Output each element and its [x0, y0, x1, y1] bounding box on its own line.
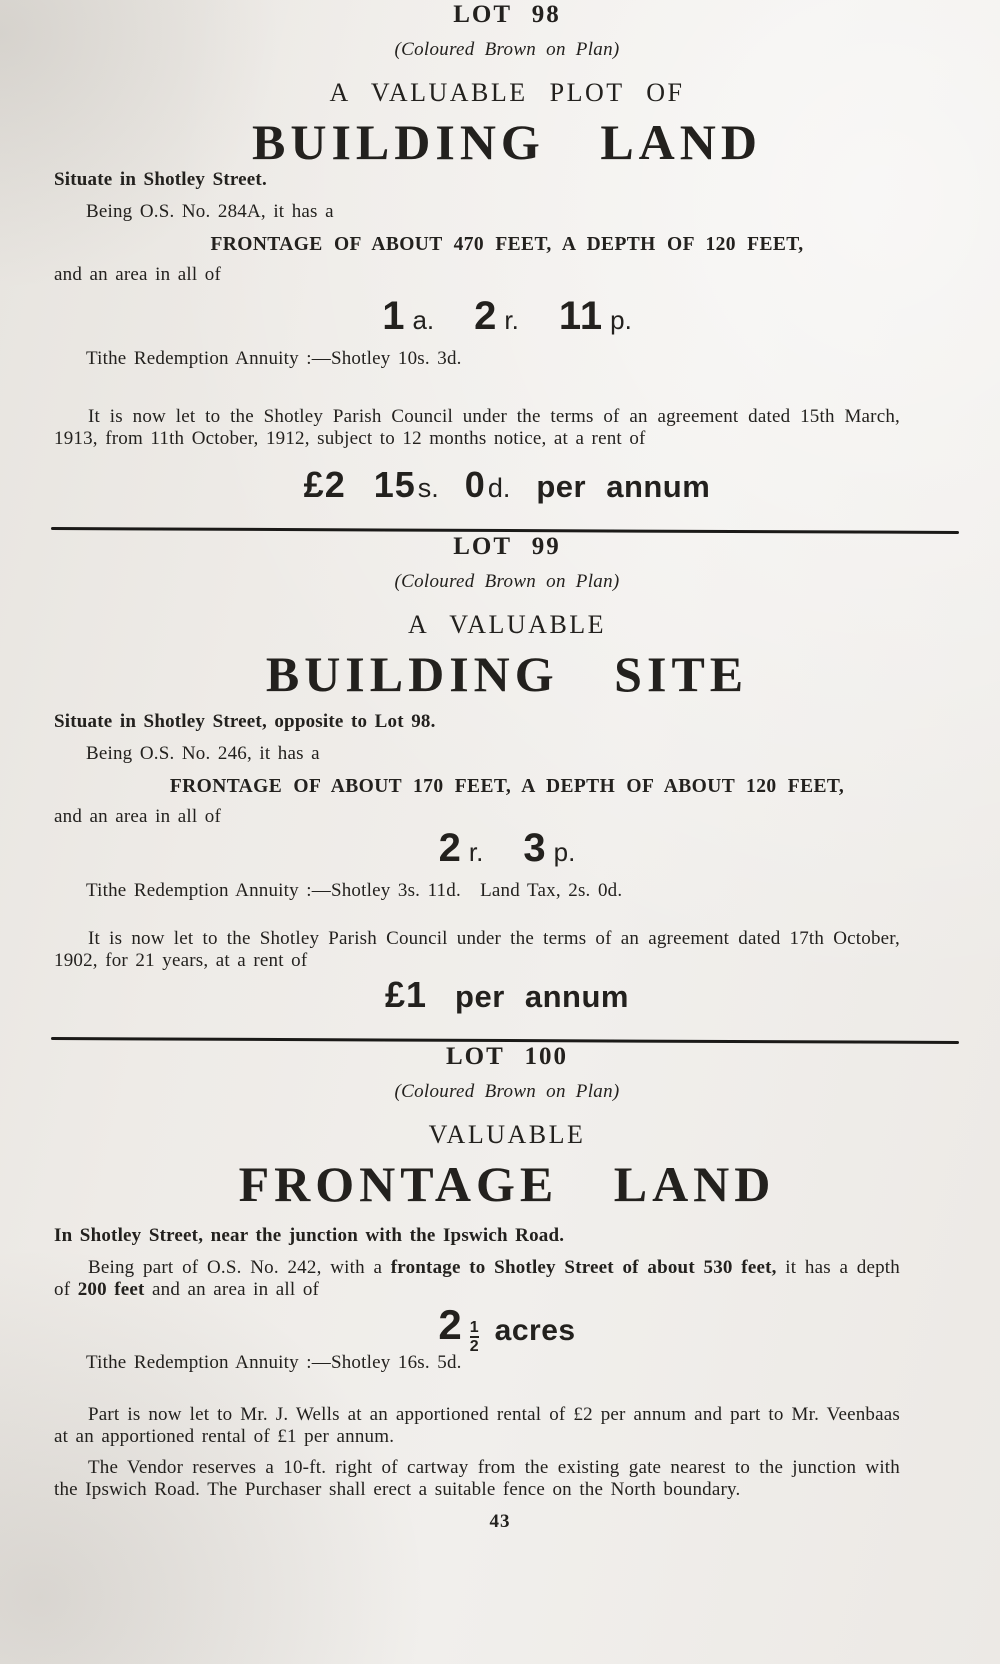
lot-98-area-acres-unit: a. — [412, 305, 435, 335]
lot-100-section — [0, 1042, 1000, 1500]
lot-98-rent-pence: 0 — [464, 464, 486, 505]
lot-99-area-perches-value: 3 — [523, 826, 547, 870]
lot-99-subtitle: A VALUABLE — [407, 610, 607, 639]
lot-100-area-figure — [54, 1301, 960, 1355]
lot-98-colour-note: (Coloured Brown on Plan) — [394, 39, 620, 60]
lot-98-frontage: FRONTAGE OF ABOUT 470 FEET, A DEPTH OF 120 FEET, — [210, 234, 804, 255]
lot-98-rent-pounds: £2 — [303, 464, 346, 505]
lot-100-situate: In Shotley Street, near the junction with the Ipswich Road. — [54, 1225, 565, 1246]
lot-100-frontage-bold: frontage to Shotley Street of about 530 feet, — [390, 1257, 777, 1278]
lot-100-area-unit: acres — [494, 1314, 576, 1347]
lot-99-frontage: FRONTAGE OF ABOUT 170 FEET, A DEPTH OF ABOUT 120 FEET, — [169, 776, 845, 797]
lot-100-heading: LOT 100 — [445, 1043, 569, 1070]
lot-99-rent-pounds: £1 — [384, 974, 428, 1015]
lot-98-being: Being O.S. No. 284A, it has a — [86, 201, 334, 222]
lot-100-subtitle: VALUABLE — [428, 1120, 586, 1149]
lot-98-section — [0, 0, 1000, 507]
lot-99-being: Being O.S. No. 246, it has a — [86, 743, 320, 764]
lot-99-heading: LOT 99 — [453, 533, 561, 560]
lot-98-area-perches-unit: p. — [610, 305, 632, 335]
lot-98-tithe: Tithe Redemption Annuity :—Shotley 10s. 3d. — [86, 348, 462, 369]
lot-98-area-intro: and an area in all of — [54, 264, 222, 285]
lot-99-tithe: Tithe Redemption Annuity :—Shotley 3s. 11d. Land Tax, 2s. 0d. — [86, 880, 623, 901]
lot-98-area-roods-unit: r. — [504, 305, 519, 335]
lot-98-area-perches-value: 11 — [558, 294, 604, 338]
lot-99-colour-note: (Coloured Brown on Plan) — [394, 571, 620, 592]
lot-100-area-fraction: $\frac{1}{2}$ — [469, 1319, 479, 1355]
lot-100-title: FRONTAGE LAND — [238, 1156, 776, 1212]
lot-99-area-perches-unit: p. — [553, 837, 576, 867]
lot-100-letting-paragraph: Part is now let to Mr. J. Wells at an apportioned rental of £2 per annum and part to Mr. Veenbaas at an apportioned rental of £1 per annum. — [54, 1404, 900, 1447]
lot-99-rent-figure — [54, 974, 960, 1017]
page-number: 43 — [489, 1511, 511, 1532]
lot-100-depth-bold: 200 feet — [77, 1278, 145, 1300]
lot-99-area-figure — [54, 828, 960, 868]
lot-98-subtitle: A VALUABLE PLOT OF — [329, 78, 685, 107]
lot-99-area-roods-value: 2 — [438, 826, 462, 870]
lot-98-area-roods-value: 2 — [474, 294, 498, 338]
lot-99-section — [0, 532, 1000, 1017]
lot-98-rent-figure: £2 15 s. 0 d. per annum — [303, 464, 711, 505]
lot-100-tithe: Tithe Redemption Annuity :—Shotley 16s. 5d. — [86, 1352, 462, 1373]
lot-98-letting-paragraph: It is now let to the Shotley Parish Council under the terms of an agreement dated 15th March, 1913, from 11th October, 1912, subject to 12 months notice, at a rent of — [54, 406, 900, 449]
lot-100-being-paragraph: Being part of O.S. No. 242, with a frontage to Shotley Street of about 530 feet, it has a depth of 200 feet and an area in all of — [54, 1257, 900, 1300]
lot-99-title: BUILDING SITE — [265, 646, 749, 702]
lot-100-colour-note: (Coloured Brown on Plan) — [394, 1081, 620, 1102]
lot-98-area-acres-value: 1 — [382, 294, 406, 338]
lot-98-heading: LOT 98 — [453, 1, 561, 28]
lot-98-title: BUILDING LAND — [251, 114, 762, 170]
lot-99-area-intro: and an area in all of — [54, 806, 222, 827]
lot-99-letting-paragraph: It is now let to the Shotley Parish Council under the terms of an agreement dated 17th October, 1902, for 21 years, at a rent of — [54, 928, 900, 971]
lot-98-rent-shillings: 15 — [373, 464, 416, 505]
lot-100-area-whole: 2 — [438, 1301, 462, 1348]
lot-99-situate: Situate in Shotley Street, opposite to Lot 98. — [54, 711, 436, 732]
lot-100-vendor-paragraph: The Vendor reserves a 10-ft. right of cartway from the existing gate nearest to the junction with the Ipswich Road. The Purchaser shall erect a suitable fence on the North boundary. — [54, 1457, 900, 1500]
lot-98-situate: Situate in Shotley Street. — [54, 169, 267, 190]
lot-98-rent-suffix: per annum — [536, 469, 711, 504]
lot-98-area-figure — [54, 296, 960, 336]
lot-99-area-roods-unit: r. — [468, 837, 484, 867]
lot-99-rent-suffix: per annum — [455, 979, 629, 1014]
